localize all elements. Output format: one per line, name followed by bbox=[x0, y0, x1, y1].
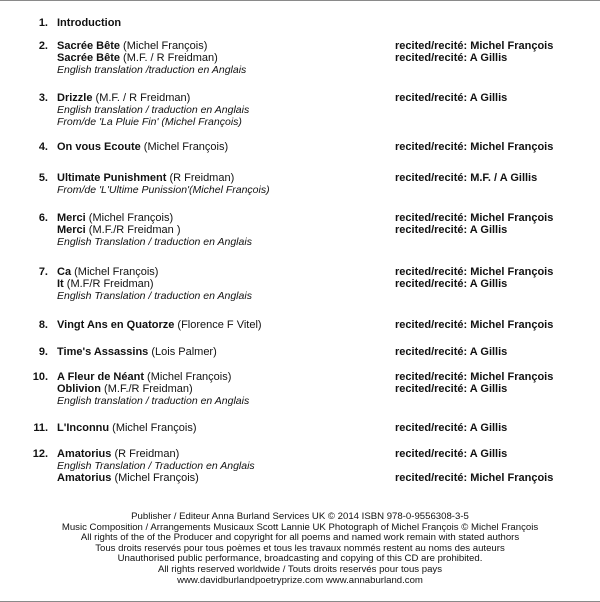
track-number: 6. bbox=[38, 212, 48, 224]
track-number: 5. bbox=[38, 172, 48, 184]
track-credit: (R Freidman) bbox=[111, 448, 180, 460]
track-credit: (M.F/R Freidman) bbox=[63, 278, 154, 290]
track-credit: (M.F. / R Freidman) bbox=[92, 92, 191, 104]
track-note: From/de 'La Pluie Fin' (Michel François) bbox=[57, 116, 242, 128]
recited-by: recited/recité: A Gillis bbox=[395, 448, 508, 460]
track-credit: (M.F. / R Freidman) bbox=[120, 52, 218, 64]
track-number: 8. bbox=[38, 319, 48, 331]
track-credit: (Florence F Vitel) bbox=[174, 319, 262, 331]
track-title-line bbox=[57, 422, 197, 434]
track-title: On vous Ecoute bbox=[57, 141, 141, 153]
footer-line: www.davidburlandpoetryprize.com www.annaburland.com bbox=[177, 574, 423, 586]
track-title-line bbox=[57, 371, 231, 383]
track-title: Time's Assassins bbox=[57, 346, 149, 358]
footer-line: Music Composition / Arrangements Musicaux Scott Lannie UK Photograph of Michel François © Michel François bbox=[61, 521, 539, 533]
track-title-line bbox=[57, 40, 207, 52]
track-note: English translation / traduction en Anglais bbox=[57, 104, 250, 116]
track-number: 10. bbox=[32, 371, 48, 383]
recited-by: recited/recité: A Gillis bbox=[395, 346, 508, 358]
track-title-line bbox=[57, 141, 228, 153]
recited-by: recited/recité: A Gillis bbox=[395, 92, 508, 104]
recited-by: recited/recité: A Gillis bbox=[395, 278, 508, 290]
credits-footer bbox=[0, 512, 600, 586]
track-number: 7. bbox=[38, 266, 48, 278]
track-number: 9. bbox=[38, 346, 48, 358]
track-number: 11. bbox=[33, 422, 48, 434]
track-title: Vingt Ans en Quatorze bbox=[57, 319, 175, 331]
track-title-line bbox=[57, 212, 173, 224]
track-title: Ultimate Punishment bbox=[57, 172, 167, 184]
track-note: English Translation / Traduction en Anglais bbox=[57, 460, 255, 472]
track-note: English Translation / traduction en Anglais bbox=[57, 236, 252, 248]
track-title-line bbox=[57, 52, 218, 64]
recited-by: recited/recité: A Gillis bbox=[395, 422, 508, 434]
recited-by: recited/recité: Michel François bbox=[395, 266, 554, 278]
track-note: English Translation / traduction en Anglais bbox=[57, 290, 252, 302]
track-credit: (Michel François) bbox=[109, 422, 197, 434]
track-number: 1. bbox=[38, 17, 48, 29]
recited-by: recited/recité: Michel François bbox=[395, 212, 554, 224]
track-title: Amatorius bbox=[57, 448, 112, 460]
track-title-line bbox=[57, 346, 217, 358]
recited-by: recited/recité: A Gillis bbox=[395, 52, 508, 64]
recited-by: recited/recité: A Gillis bbox=[395, 224, 508, 236]
track-title-line bbox=[57, 172, 234, 184]
track-credit: (R Freidman) bbox=[166, 172, 235, 184]
track-number: 12. bbox=[32, 448, 48, 460]
track-title: Sacrée Bête bbox=[57, 40, 120, 52]
track-title-line bbox=[57, 92, 190, 104]
track-title: Oblivion bbox=[57, 383, 101, 395]
recited-by: recited/recité: Michel François bbox=[395, 472, 554, 484]
recited-by: recited/recité: Michel François bbox=[395, 371, 554, 383]
track-title: It bbox=[57, 278, 64, 290]
recited-by: recited/recité: Michel François bbox=[395, 40, 554, 52]
track-number: 4. bbox=[38, 141, 48, 153]
track-title: Drizzle bbox=[57, 92, 93, 104]
track-title-line bbox=[57, 266, 158, 278]
track-credit: (Michel François) bbox=[85, 212, 174, 224]
footer-line: Tous droits reservés pour tous poèmes et tous les travaux nommés restent au noms des auteurs bbox=[95, 542, 505, 554]
track-number: 2. bbox=[38, 40, 48, 52]
track-title-line bbox=[57, 224, 180, 236]
track-credit: (Lois Palmer) bbox=[148, 346, 217, 358]
recited-by: recited/recité: A Gillis bbox=[395, 383, 508, 395]
footer-line: All rights reserved worldwide / Touts droits reservés pour tous pays bbox=[157, 563, 443, 575]
footer-line: Unauthorised public performance, broadcasting and copying of this CD are prohibited. bbox=[117, 553, 483, 565]
footer-line: Publisher / Editeur Anna Burland Services UK © 2014 ISBN 978-0-9556308-3-5 bbox=[131, 511, 469, 522]
track-title: Merci bbox=[57, 212, 86, 224]
track-note: English translation /traduction en Anglais bbox=[57, 64, 247, 76]
recited-by: recited/recité: M.F. / A Gillis bbox=[395, 172, 538, 184]
track-title-line bbox=[57, 448, 179, 460]
track-title-line bbox=[57, 383, 193, 395]
track-title: A Fleur de Néant bbox=[57, 371, 144, 383]
track-note: English translation / traduction en Anglais bbox=[57, 395, 250, 407]
track-title-line bbox=[57, 472, 199, 484]
track-title: Introduction bbox=[57, 17, 122, 29]
track-credit: (M.F./R Freidman) bbox=[101, 383, 193, 395]
track-title-line bbox=[57, 17, 121, 29]
track-title: L'Inconnu bbox=[57, 422, 110, 434]
track-title-line bbox=[57, 319, 262, 331]
track-title: Ca bbox=[57, 266, 72, 278]
track-credit: (Michel François) bbox=[140, 141, 229, 153]
track-note: From/de 'L'Ultime Punission'(Michel François) bbox=[57, 184, 270, 196]
track-title: Merci bbox=[57, 224, 86, 236]
track-credit: (Michel François) bbox=[111, 472, 199, 484]
track-number: 3. bbox=[38, 92, 48, 104]
track-credit: (Michel François) bbox=[71, 266, 159, 278]
recited-by: recited/recité: Michel François bbox=[395, 319, 554, 331]
track-title-line bbox=[57, 278, 154, 290]
recited-by: recited/recité: Michel François bbox=[395, 141, 554, 153]
track-credit: (M.F./R Freidman ) bbox=[85, 224, 181, 236]
track-credit: (Michel François) bbox=[120, 40, 208, 52]
track-title: Sacrée Bête bbox=[57, 52, 120, 64]
track-title: Amatorius bbox=[57, 472, 112, 484]
footer-line: All rights of the of the Producer and copyright for all poems and named work remain with stated authors bbox=[80, 532, 520, 544]
track-credit: (Michel François) bbox=[144, 371, 232, 383]
